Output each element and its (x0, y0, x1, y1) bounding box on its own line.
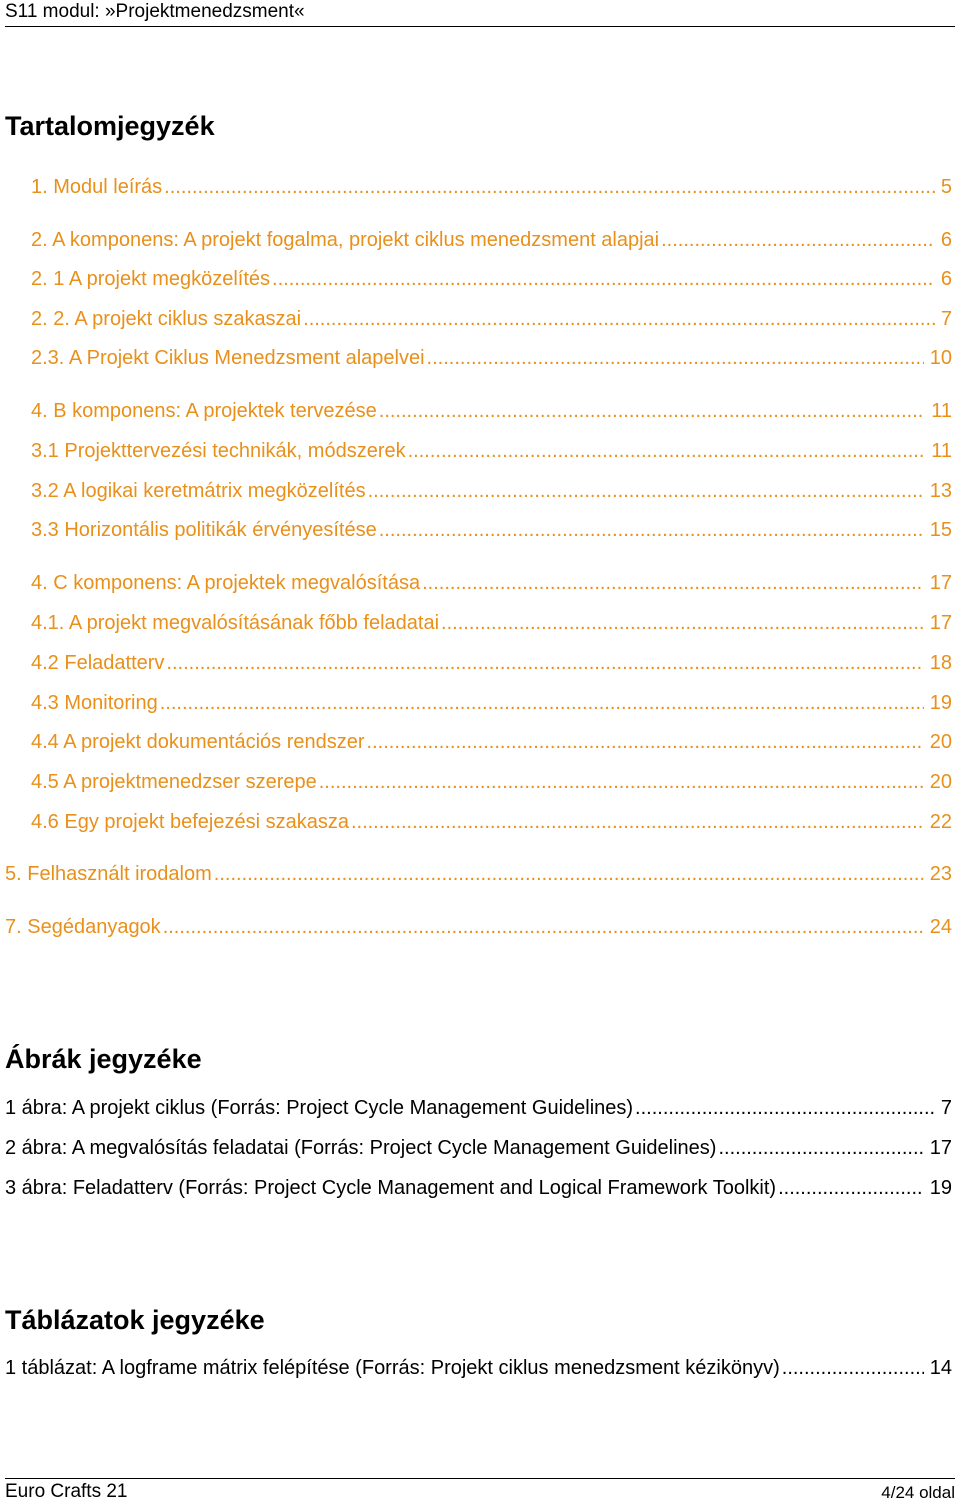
toc-leader-dots (422, 570, 924, 596)
toc-entry-page: 24 (929, 916, 952, 938)
toc-leader-dots (661, 227, 935, 253)
toc-entry-text: 2. 1 A projekt megközelítés (31, 268, 271, 290)
figure-entry-page: 19 (929, 1177, 952, 1199)
toc-entry-text: 5. Felhasznált irodalom (5, 863, 212, 885)
toc-entry-text: 3.1 Projekttervezési technikák, módszerek (31, 440, 406, 462)
toc-entry[interactable] (31, 517, 952, 543)
tables-heading: Táblázatok jegyzéke (5, 1305, 265, 1335)
toc-leader-dots (367, 729, 924, 755)
figure-entry-text: 3 ábra: Feladatterv (Forrás: Project Cycle Management and Logical Framework Toolkit) (5, 1177, 777, 1199)
toc-entry[interactable] (31, 729, 952, 755)
toc-leader-dots (303, 306, 935, 332)
toc-leader-dots (427, 345, 924, 371)
toc-leader-dots (166, 650, 923, 676)
toc-leader-dots (214, 861, 924, 887)
toc-entry-text: 4. C komponens: A projektek megvalósítása (31, 572, 421, 594)
toc-leader-dots (319, 769, 924, 795)
toc-leader-dots (408, 438, 926, 464)
toc-entry-page: 17 (929, 572, 952, 594)
toc-entry-text: 4. B komponens: A projektek tervezése (31, 400, 377, 422)
toc-entry-page: 19 (929, 692, 952, 714)
toc-entry-text: 4.4 A projekt dokumentációs rendszer (31, 731, 365, 753)
toc-entry[interactable] (31, 769, 952, 795)
header-title: S11 modul: »Projektmenedzsment« (5, 1, 305, 22)
toc-entry[interactable] (31, 478, 952, 504)
toc-leader-dots (164, 174, 935, 200)
toc-entry-text: 2. 2. A projekt ciklus szakaszai (31, 308, 302, 330)
toc-entry[interactable] (31, 438, 952, 464)
toc-entry-text: 4.3 Monitoring (31, 692, 158, 714)
toc-leader-dots (351, 809, 924, 835)
toc-entry-text: 3.3 Horizontális politikák érvényesítése (31, 519, 377, 541)
toc-entry[interactable] (31, 610, 952, 636)
toc-entry-page: 23 (929, 863, 952, 885)
figure-entry-text: 1 ábra: A projekt ciklus (Forrás: Project Cycle Management Guidelines) (5, 1097, 634, 1119)
toc-entry-page: 17 (929, 612, 952, 634)
toc-entry-page: 11 (931, 400, 952, 422)
toc-entry-page: 13 (929, 480, 952, 502)
toc-entry-page: 18 (929, 652, 952, 674)
toc-leader-dots (272, 266, 935, 292)
figure-leader-dots (718, 1135, 923, 1161)
toc-entry[interactable] (31, 650, 952, 676)
toc-entry-page: 6 (940, 229, 952, 251)
toc-entry[interactable] (31, 570, 952, 596)
figures-heading: Ábrák jegyzéke (5, 1044, 202, 1074)
toc-entry-page: 20 (929, 731, 952, 753)
footer-publisher: Euro Crafts 21 (5, 1481, 128, 1502)
toc-entry-text: 4.6 Egy projekt befejezési szakasza (31, 811, 349, 833)
header-divider (5, 26, 955, 27)
toc-entry[interactable] (31, 266, 952, 292)
toc-leader-dots (368, 478, 924, 504)
toc-entry-page: 5 (940, 176, 952, 198)
figure-leader-dots (635, 1095, 935, 1121)
toc-entry-page: 20 (929, 771, 952, 793)
toc-entry[interactable] (31, 306, 952, 332)
table-leader-dots (782, 1355, 924, 1381)
toc-leader-dots (163, 914, 924, 940)
toc-entry-text: 2.3. A Projekt Ciklus Menedzsment alapelvei (31, 347, 425, 369)
toc-entry-page: 11 (931, 440, 952, 462)
toc-entry-page: 6 (940, 268, 952, 290)
toc-leader-dots (379, 517, 924, 543)
toc-entry-text: 4.2 Feladatterv (31, 652, 165, 674)
toc-entry[interactable] (31, 345, 952, 371)
toc-entry-text: 1. Modul leírás (31, 176, 163, 198)
table-entry[interactable] (5, 1355, 952, 1381)
table-entry-text: 1 táblázat: A logframe mátrix felépítése (Forrás: Projekt ciklus menedzsment kézikönyv) (5, 1357, 780, 1379)
toc-entry[interactable] (31, 174, 952, 200)
toc-entry-page: 10 (929, 347, 952, 369)
toc-entry-text: 4.1. A projekt megvalósításának főbb feladatai (31, 612, 440, 634)
figure-entry-page: 7 (940, 1097, 952, 1119)
toc-entry[interactable] (31, 690, 952, 716)
toc-entry[interactable] (5, 861, 952, 887)
toc-entry-text: 4.5 A projektmenedzser szerepe (31, 771, 317, 793)
figure-entry[interactable] (5, 1175, 952, 1201)
figure-entry-page: 17 (929, 1137, 952, 1159)
toc-leader-dots (441, 610, 924, 636)
toc-entry[interactable] (31, 809, 952, 835)
toc-entry-page: 7 (940, 308, 952, 330)
figure-entry[interactable] (5, 1095, 952, 1121)
toc-heading: Tartalomjegyzék (5, 111, 215, 141)
toc-entry-text: 3.2 A logikai keretmátrix megközelítés (31, 480, 366, 502)
toc-entry-text: 7. Segédanyagok (5, 916, 161, 938)
toc-entry[interactable] (31, 398, 952, 424)
toc-entry-page: 15 (929, 519, 952, 541)
footer-divider (5, 1478, 955, 1479)
footer-page-number: 4/24 oldal (881, 1483, 955, 1502)
toc-leader-dots (160, 690, 924, 716)
toc-entry-text: 2. A komponens: A projekt fogalma, projekt ciklus menedzsment alapjai (31, 229, 660, 251)
toc-entry[interactable] (5, 914, 952, 940)
figure-leader-dots (778, 1175, 924, 1201)
table-entry-page: 14 (929, 1357, 952, 1379)
toc-entry[interactable] (31, 227, 952, 253)
toc-leader-dots (379, 398, 925, 424)
figure-entry[interactable] (5, 1135, 952, 1161)
figure-entry-text: 2 ábra: A megvalósítás feladatai (Forrás: Project Cycle Management Guidelines) (5, 1137, 717, 1159)
toc-entry-page: 22 (929, 811, 952, 833)
